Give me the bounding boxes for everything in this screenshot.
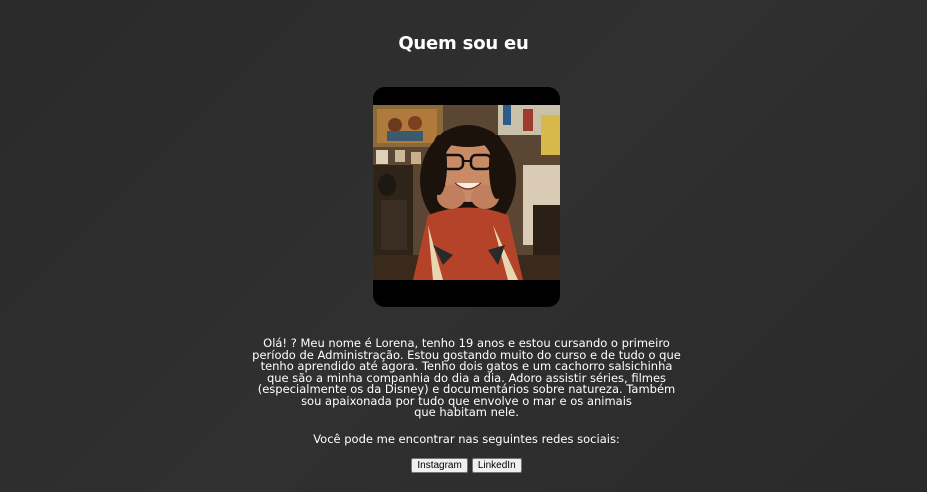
bio-line: que são a minha companhia do dia a dia. Adoro assistir séries, filmes [266,370,667,385]
bio-line: sou apaixonada por tudo que envolve o mar e os animais [301,393,632,408]
bio-line: período de Administração. Estou gostando muito do curso e de tudo o que [252,347,681,362]
bio-line: (especialmente os da Disney) e documentários sobre natureza. Também [257,382,676,396]
bio-line: que habitam nele. [414,405,519,419]
bio-line: Olá! ? Meu nome é Lorena, tenho 19 anos e estou cursando o primeiro [263,336,670,350]
bio-line: tenho aprendido até agora. Tenho dois gatos e um cachorro salsichinha [260,359,673,373]
social-buttons [0,458,927,473]
social-intro-text: Você pode me encontrar nas seguintes redes sociais: [313,432,620,446]
linkedin-button[interactable]: LinkedIn [472,458,522,473]
bio-text [240,338,693,419]
profile-photo-frame [373,87,560,307]
instagram-button[interactable]: Instagram [411,458,467,473]
page-title: Quem sou eu [398,33,529,54]
profile-photo [373,105,560,280]
